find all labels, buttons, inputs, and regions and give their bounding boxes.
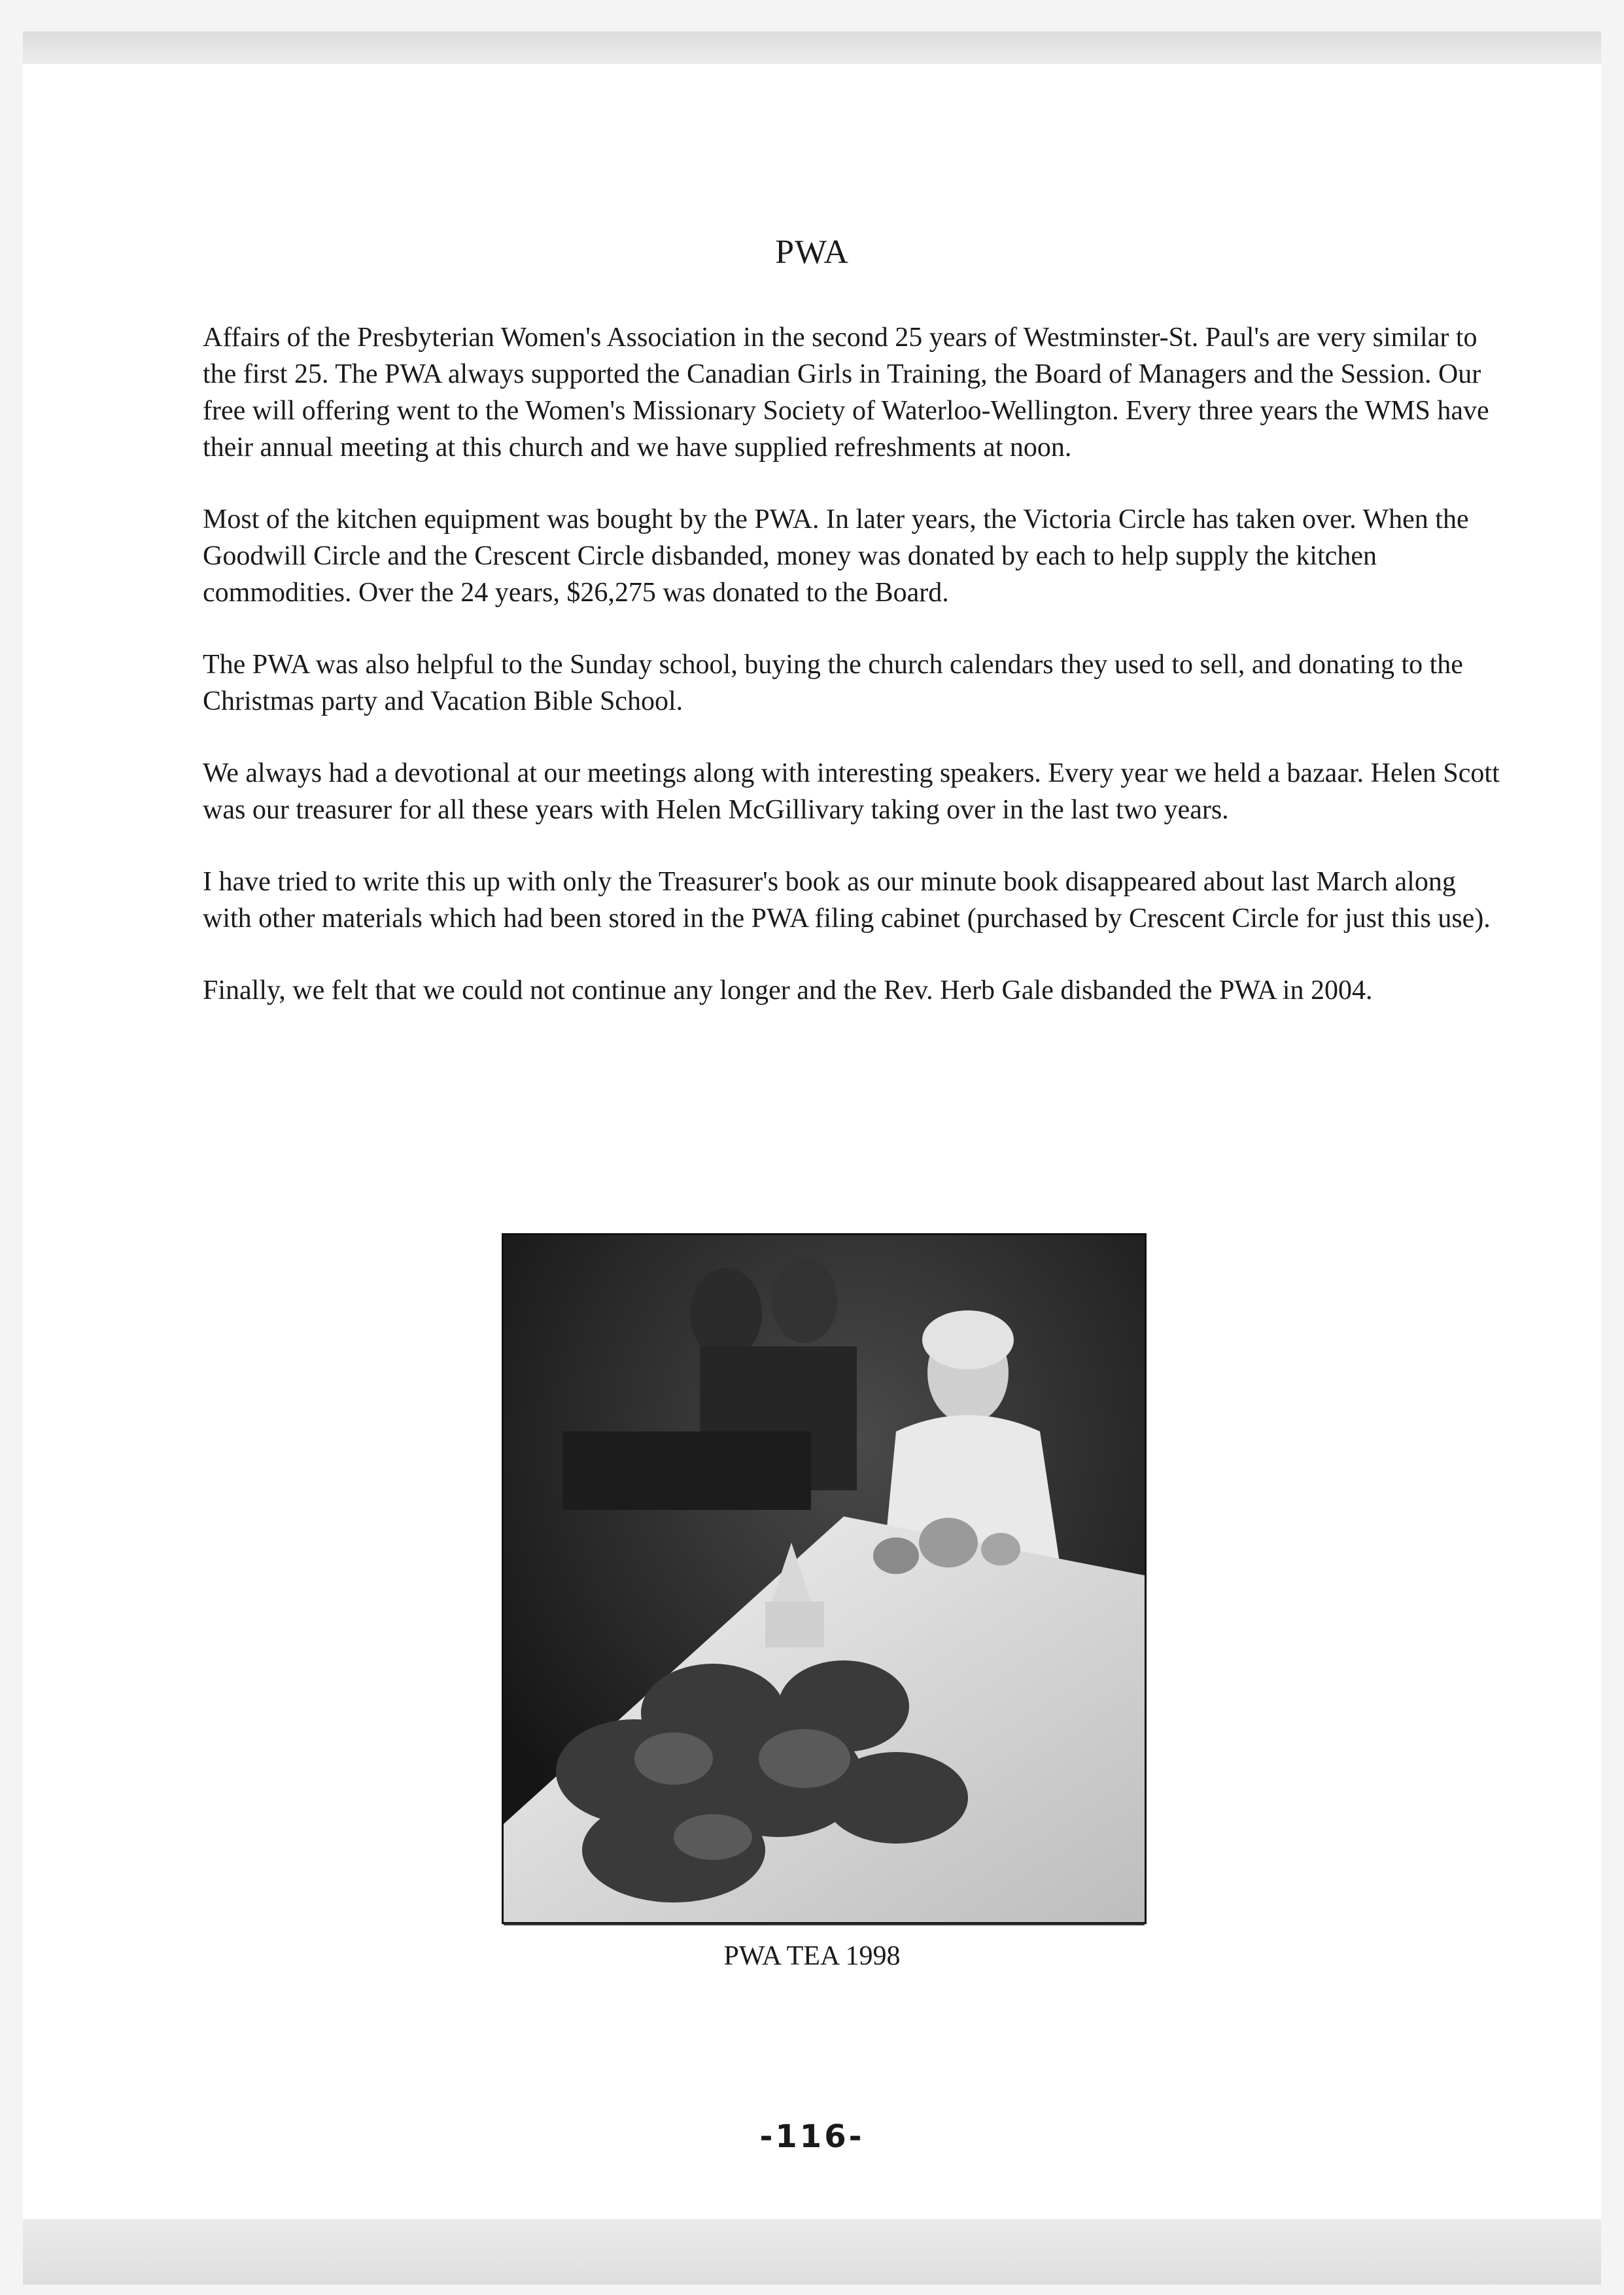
photo-illustration	[504, 1235, 1145, 1922]
paragraph-6: Finally, we felt that we could not continue any longer and the Rev. Herb Gale disbanded the PWA in 2004.	[203, 975, 1373, 1006]
body-text	[203, 319, 1504, 1044]
paragraph-3: The PWA was also helpful to the Sunday school, buying the church calendars they used to sell, and donating to the Christmas party and Vacation Bible School.	[203, 650, 1463, 716]
event-photo	[504, 1235, 1145, 1922]
page-number: -116-	[759, 2118, 865, 2155]
scan-border-top	[23, 31, 1601, 64]
document-page	[23, 64, 1601, 2219]
page-title: PWA	[775, 234, 849, 271]
scan-border-bottom	[23, 2219, 1601, 2285]
paragraph-5: I have tried to write this up with only the Treasurer's book as our minute book disappeared about last March along with other materials which had been stored in the PWA filing cabinet (purchased by Crescent Circle for just this use).	[203, 867, 1491, 934]
paragraph-4: We always had a devotional at our meetings along with interesting speakers. Every year we held a bazaar. Helen Scott was our treasurer for all these years with Helen McGillivary taking over in the last two years.	[203, 758, 1500, 825]
photo-underline	[504, 1923, 1145, 1925]
paragraph-1: Affairs of the Presbyterian Women's Association in the second 25 years of Westminster-St. Paul's are very similar to the first 25. The PWA always supported the Canadian Girls in Training, the Board of Managers and the Session. Our free will offering went to the Women's Missionary Society of Waterloo-Wellington. Every three years the WMS have their annual meeting at this church and we have supplied refreshments at noon.	[203, 323, 1489, 463]
paragraph-2: Most of the kitchen equipment was bought by the PWA. In later years, the Victoria Circle has taken over. When the Goodwill Circle and the Crescent Circle disbanded, money was donated by each to help supply the kitchen commodities. Over the 24 years, $26,275 was donated to the Board.	[203, 504, 1469, 608]
photo-caption: PWA TEA 1998	[723, 1941, 901, 1971]
